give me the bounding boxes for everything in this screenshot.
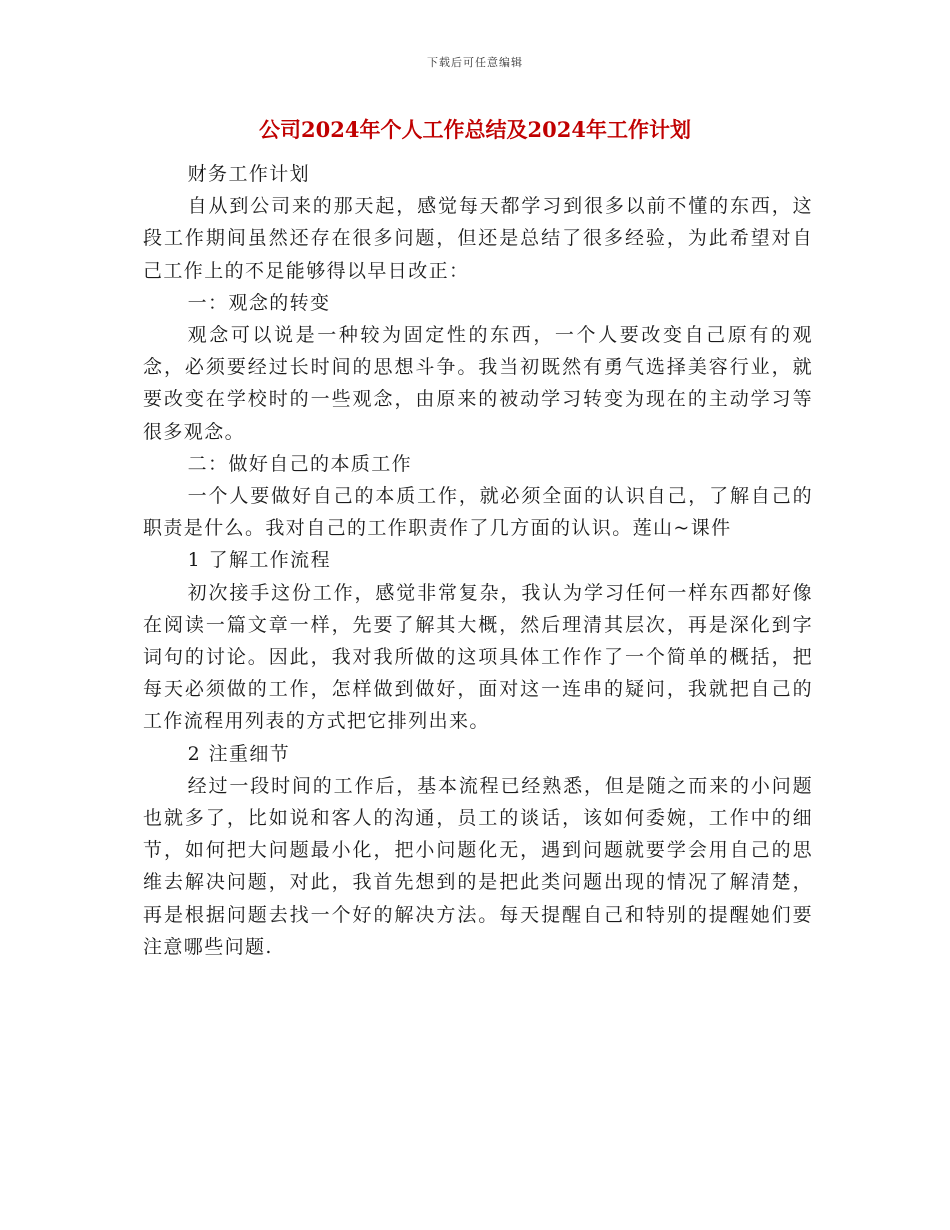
paragraph: 观念可以说是一种较为固定性的东西，一个人要改变自己原有的观念，必须要经过长时间的思想斗争。我当初既然有勇气选择美容行业，就要改变在学校时的一些观念，由原来的被动学习转变为现在的主动学习等很多观念。 [143, 324, 813, 443]
section-heading: 二：做好自己的本质工作 [187, 452, 413, 475]
header-note: 下载后可任意编辑 [427, 56, 523, 69]
paragraph: 经过一段时间的工作后，基本流程已经熟悉，但是随之而来的小问题也就多了，比如说和客人的沟通，员工的谈话，该如何委婉，工作中的细节，如何把大问题最小化，把小问题化无，遇到问题就要学会用自己的思维去解决问题，对此，我首先想到的是把此类问题出现的情况了解清楚，再是根据问题去找一个好的解决方法。每天提醒自己和特别的提醒她们要注意哪些问题. [143, 774, 813, 958]
subsection-heading: 1 了解工作流程 [187, 549, 331, 572]
paragraph: 初次接手这份工作，感觉非常复杂，我认为学习任何一样东西都好像在阅读一篇文章一样，先要了解其大概，然后理清其层次，再是深化到字词句的讨论。因此，我对我所做的这项具体工作作了一个简单的概括，把每天必须做的工作，怎样做到做好，面对这一连串的疑问，我就把自己的工作流程用列表的方式把它排列出来。 [143, 581, 813, 733]
paragraph: 一个人要做好自己的本质工作，就必须全面的认识自己，了解自己的职责是什么。我对自己的工作职责作了几方面的认识。莲山~课件 [143, 485, 813, 540]
paragraph: 自从到公司来的那天起，感觉每天都学习到很多以前不懂的东西，这段工作期间虽然还存在很多问题，但还是总结了很多经验，为此希望对自己工作上的不足能够得以早日改正： [143, 195, 813, 282]
subsection-heading: 2 注重细节 [187, 742, 291, 765]
section-heading: 财务工作计划 [187, 163, 311, 185]
document-title: 公司2024年个人工作总结及2024年工作计划 [259, 117, 691, 142]
section-heading: 一：观念的转变 [187, 291, 331, 314]
document-body [143, 158, 813, 963]
